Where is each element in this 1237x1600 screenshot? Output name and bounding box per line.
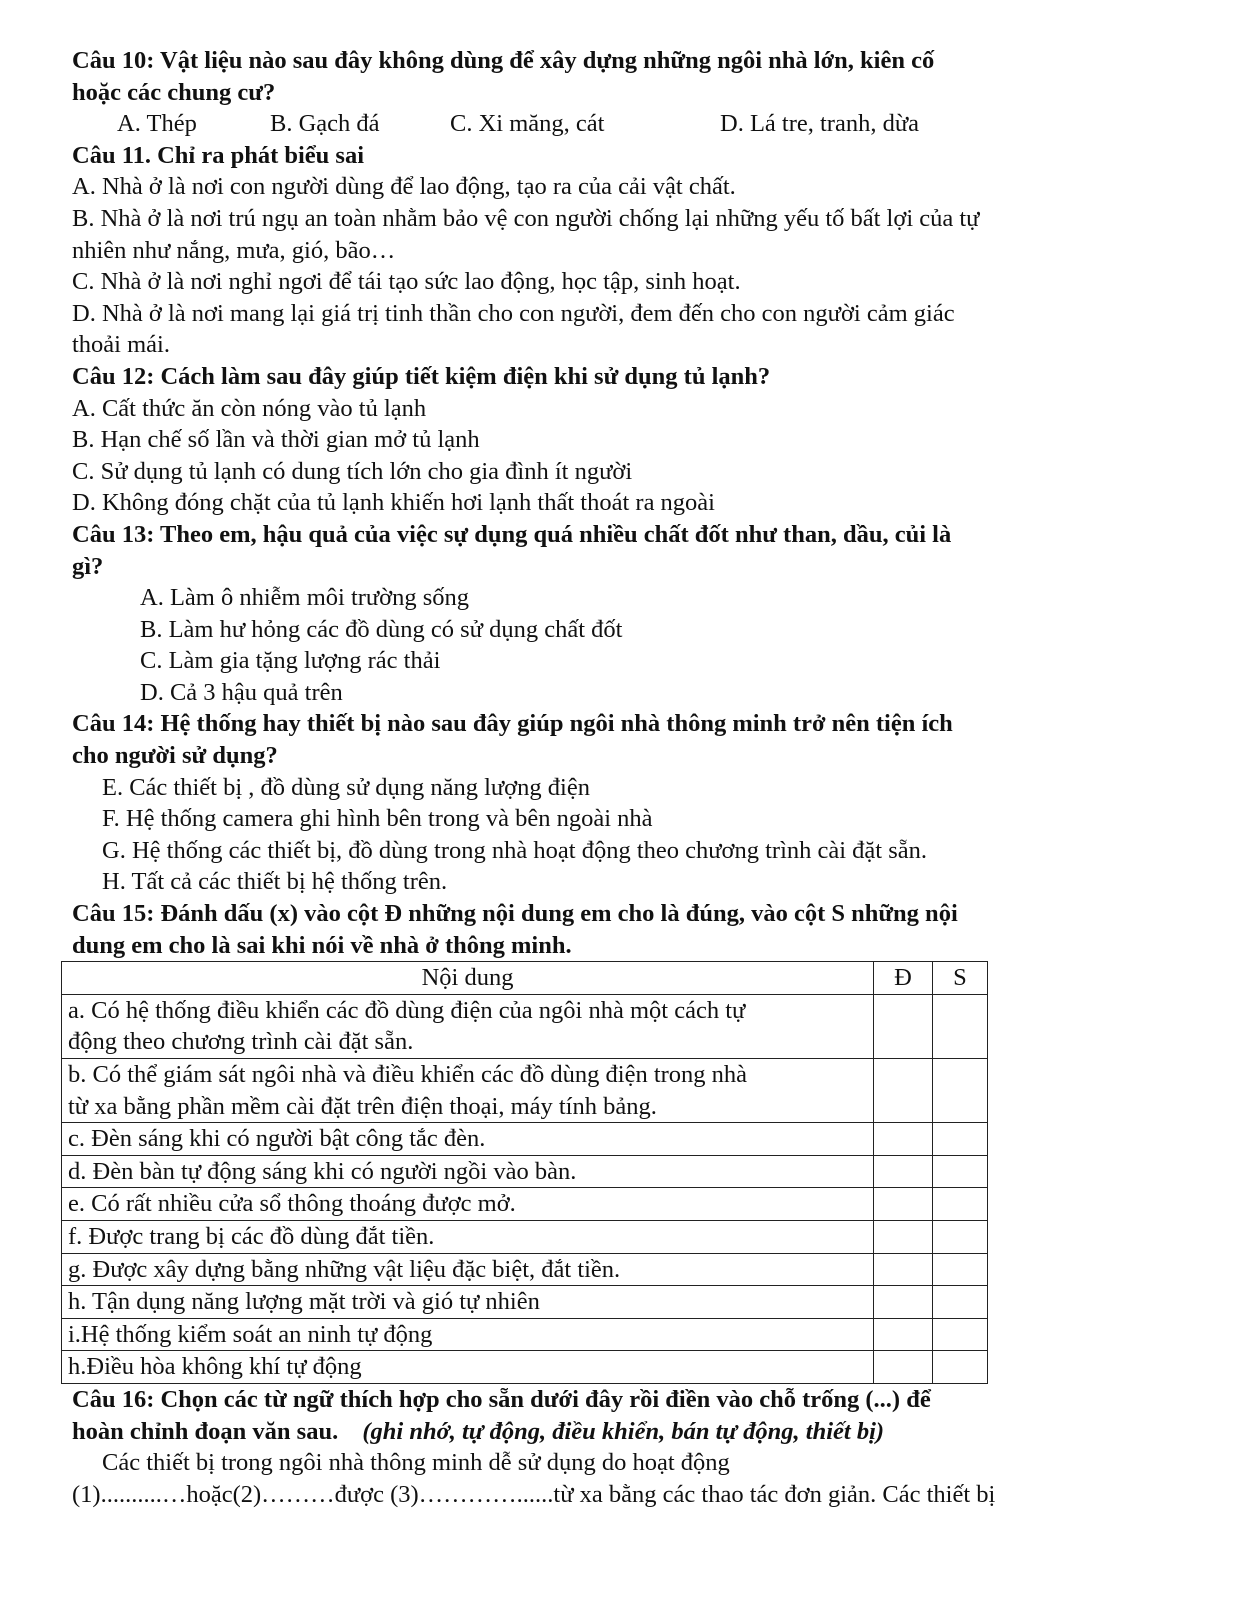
true-checkbox-cell[interactable]: [874, 1188, 933, 1221]
question-13-title-line2: gì?: [72, 552, 104, 580]
true-checkbox-cell[interactable]: [874, 1123, 933, 1156]
true-checkbox-cell[interactable]: [874, 1155, 933, 1188]
row-content: [62, 1059, 874, 1123]
option-b-line1: B. Nhà ở là nơi trú ngụ an toàn nhằm bảo vệ con người chống lại những yếu tố bất lợi của tự: [72, 204, 980, 232]
question-10-options: [72, 108, 1132, 140]
table-row: [62, 1286, 988, 1319]
option-b: B. Gạch đá: [270, 110, 380, 138]
option-c: C. Nhà ở là nơi nghỉ ngơi để tái tạo sức lao động, học tập, sinh hoạt.: [72, 268, 741, 296]
row-content: h. Tận dụng năng lượng mặt trời và gió tự nhiên: [62, 1286, 874, 1319]
option-d-line2: thoải mái.: [72, 331, 170, 359]
true-checkbox-cell[interactable]: [874, 1351, 933, 1384]
question-15-title-line2: dung em cho là sai khi nói về nhà ở thông minh.: [72, 931, 572, 959]
option-d: D. Lá tre, tranh, dừa: [720, 110, 919, 138]
option-a: A. Nhà ở là nơi con người dùng để lao động, tạo ra của cải vật chất.: [72, 173, 736, 201]
false-checkbox-cell[interactable]: [933, 1155, 988, 1188]
row-content: d. Đèn bàn tự động sáng khi có người ngồi vào bàn.: [62, 1155, 874, 1188]
option-c: C. Sử dụng tủ lạnh có dung tích lớn cho gia đình ít người: [72, 457, 633, 485]
table-row: [62, 1253, 988, 1286]
table-row: [62, 1220, 988, 1253]
question-11-title: Câu 11. Chỉ ra phát biểu sai: [72, 141, 365, 169]
question-14-title-line1: Câu 14: Hệ thống hay thiết bị nào sau đây giúp ngôi nhà thông minh trở nên tiện ích: [72, 710, 953, 738]
fill-in-paragraph-line2: (1)..........…hoặc(2)………được (3)…………......từ xa bằng các thao tác đơn giản. Các thiết bị: [72, 1480, 996, 1508]
false-checkbox-cell[interactable]: [933, 1059, 988, 1123]
option-d: D. Không đóng chặt của tủ lạnh khiến hơi lạnh thất thoát ra ngoài: [72, 489, 715, 517]
row-content: [62, 994, 874, 1058]
table-row: [62, 1351, 988, 1384]
column-header-false: S: [933, 962, 988, 995]
option-c: C. Xi măng, cát: [450, 110, 605, 138]
question-14: [72, 708, 1132, 898]
row-text-line: từ xa bằng phần mềm cài đặt trên điện thoại, máy tính bảng.: [68, 1092, 657, 1120]
table-row: [62, 1155, 988, 1188]
option-b: B. Hạn chế số lần và thời gian mở tủ lạnh: [72, 426, 480, 454]
question-15: [68, 898, 1132, 1384]
option-e: E. Các thiết bị , đồ dùng sử dụng năng lượng điện: [102, 773, 590, 801]
row-content: g. Được xây dựng bằng những vật liệu đặc biệt, đắt tiền.: [62, 1253, 874, 1286]
question-12: [72, 361, 1132, 519]
question-14-title-line2: cho người sử dụng?: [72, 742, 278, 770]
option-a: A. Làm ô nhiễm môi trường sống: [140, 584, 470, 612]
true-checkbox-cell[interactable]: [874, 1318, 933, 1351]
false-checkbox-cell[interactable]: [933, 1123, 988, 1156]
option-h: H. Tất cả các thiết bị hệ thống trên.: [102, 868, 448, 896]
question-16: [72, 1384, 1132, 1510]
question-16-word-bank: (ghi nhớ, tự động, điều khiển, bán tự động, thiết bị): [362, 1417, 885, 1445]
row-content: i.Hệ thống kiểm soát an ninh tự động: [62, 1318, 874, 1351]
option-d-line1: D. Nhà ở là nơi mang lại giá trị tinh thần cho con người, đem đến cho con người cảm giác: [72, 299, 955, 327]
false-checkbox-cell[interactable]: [933, 1220, 988, 1253]
question-10-title-line2: hoặc các chung cư?: [72, 78, 276, 106]
question-16-title-line2: [72, 1416, 1132, 1448]
table-row: [62, 1059, 988, 1123]
table-row: [62, 1188, 988, 1221]
column-header-content: Nội dung: [62, 962, 874, 995]
option-g: G. Hệ thống các thiết bị, đồ dùng trong nhà hoạt động theo chương trình cài đặt sẵn.: [102, 836, 928, 864]
false-checkbox-cell[interactable]: [933, 1351, 988, 1384]
true-checkbox-cell[interactable]: [874, 994, 933, 1058]
column-header-true: Đ: [874, 962, 933, 995]
false-checkbox-cell[interactable]: [933, 994, 988, 1058]
row-text-line: b. Có thể giám sát ngôi nhà và điều khiển các đồ dùng điện trong nhà: [68, 1061, 748, 1088]
question-10: [72, 45, 1132, 140]
table-row: [62, 994, 988, 1058]
row-content: f. Được trang bị các đồ dùng đắt tiền.: [62, 1220, 874, 1253]
false-checkbox-cell[interactable]: [933, 1188, 988, 1221]
false-checkbox-cell[interactable]: [933, 1253, 988, 1286]
worksheet-page: [68, 45, 1132, 1510]
true-checkbox-cell[interactable]: [874, 1220, 933, 1253]
fill-in-paragraph-line1: Các thiết bị trong ngôi nhà thông minh dễ sử dụng do hoạt động: [102, 1449, 730, 1477]
true-checkbox-cell[interactable]: [874, 1059, 933, 1123]
row-content: h.Điều hòa không khí tự động: [62, 1351, 874, 1384]
table-row: [62, 1318, 988, 1351]
true-checkbox-cell[interactable]: [874, 1286, 933, 1319]
option-a: A. Thép: [117, 110, 197, 138]
question-13: [72, 519, 1132, 709]
option-b-line2: nhiên như nắng, mưa, gió, bão…: [72, 236, 396, 264]
false-checkbox-cell[interactable]: [933, 1318, 988, 1351]
question-16-title-line1: Câu 16: Chọn các từ ngữ thích hợp cho sẵn dưới đây rồi điền vào chỗ trống (...) để: [72, 1385, 931, 1413]
table-row: [62, 1123, 988, 1156]
question-15-title-line1: Câu 15: Đánh dấu (x) vào cột Đ những nội dung em cho là đúng, vào cột S những nội: [72, 900, 958, 928]
true-false-table: [61, 961, 988, 1384]
option-b: B. Làm hư hỏng các đồ dùng có sử dụng chất đốt: [140, 615, 623, 643]
question-10-title-line1: Câu 10: Vật liệu nào sau đây không dùng để xây dựng những ngôi nhà lớn, kiên cố: [72, 47, 935, 74]
question-16-instruction: hoàn chỉnh đoạn văn sau.: [72, 1417, 339, 1445]
question-12-title: Câu 12: Cách làm sau đây giúp tiết kiệm điện khi sử dụng tủ lạnh?: [72, 362, 771, 390]
question-13-title-line1: Câu 13: Theo em, hậu quả của việc sự dụng quá nhiều chất đốt như than, dầu, củi là: [72, 520, 952, 548]
option-f: F. Hệ thống camera ghi hình bên trong và bên ngoài nhà: [102, 805, 653, 833]
option-a: A. Cất thức ăn còn nóng vào tủ lạnh: [72, 394, 427, 422]
row-content: e. Có rất nhiều cửa sổ thông thoáng được mở.: [62, 1188, 874, 1221]
row-content: c. Đèn sáng khi có người bật công tắc đèn.: [62, 1123, 874, 1156]
option-d: D. Cả 3 hậu quả trên: [140, 678, 343, 706]
true-checkbox-cell[interactable]: [874, 1253, 933, 1286]
question-11: [72, 140, 1132, 361]
table-header-row: [62, 962, 988, 995]
false-checkbox-cell[interactable]: [933, 1286, 988, 1319]
row-text-line: a. Có hệ thống điều khiển các đồ dùng điện của ngôi nhà một cách tự: [68, 996, 746, 1024]
option-c: C. Làm gia tặng lượng rác thải: [140, 647, 441, 675]
row-text-line: động theo chương trình cài đặt sẵn.: [68, 1028, 414, 1056]
